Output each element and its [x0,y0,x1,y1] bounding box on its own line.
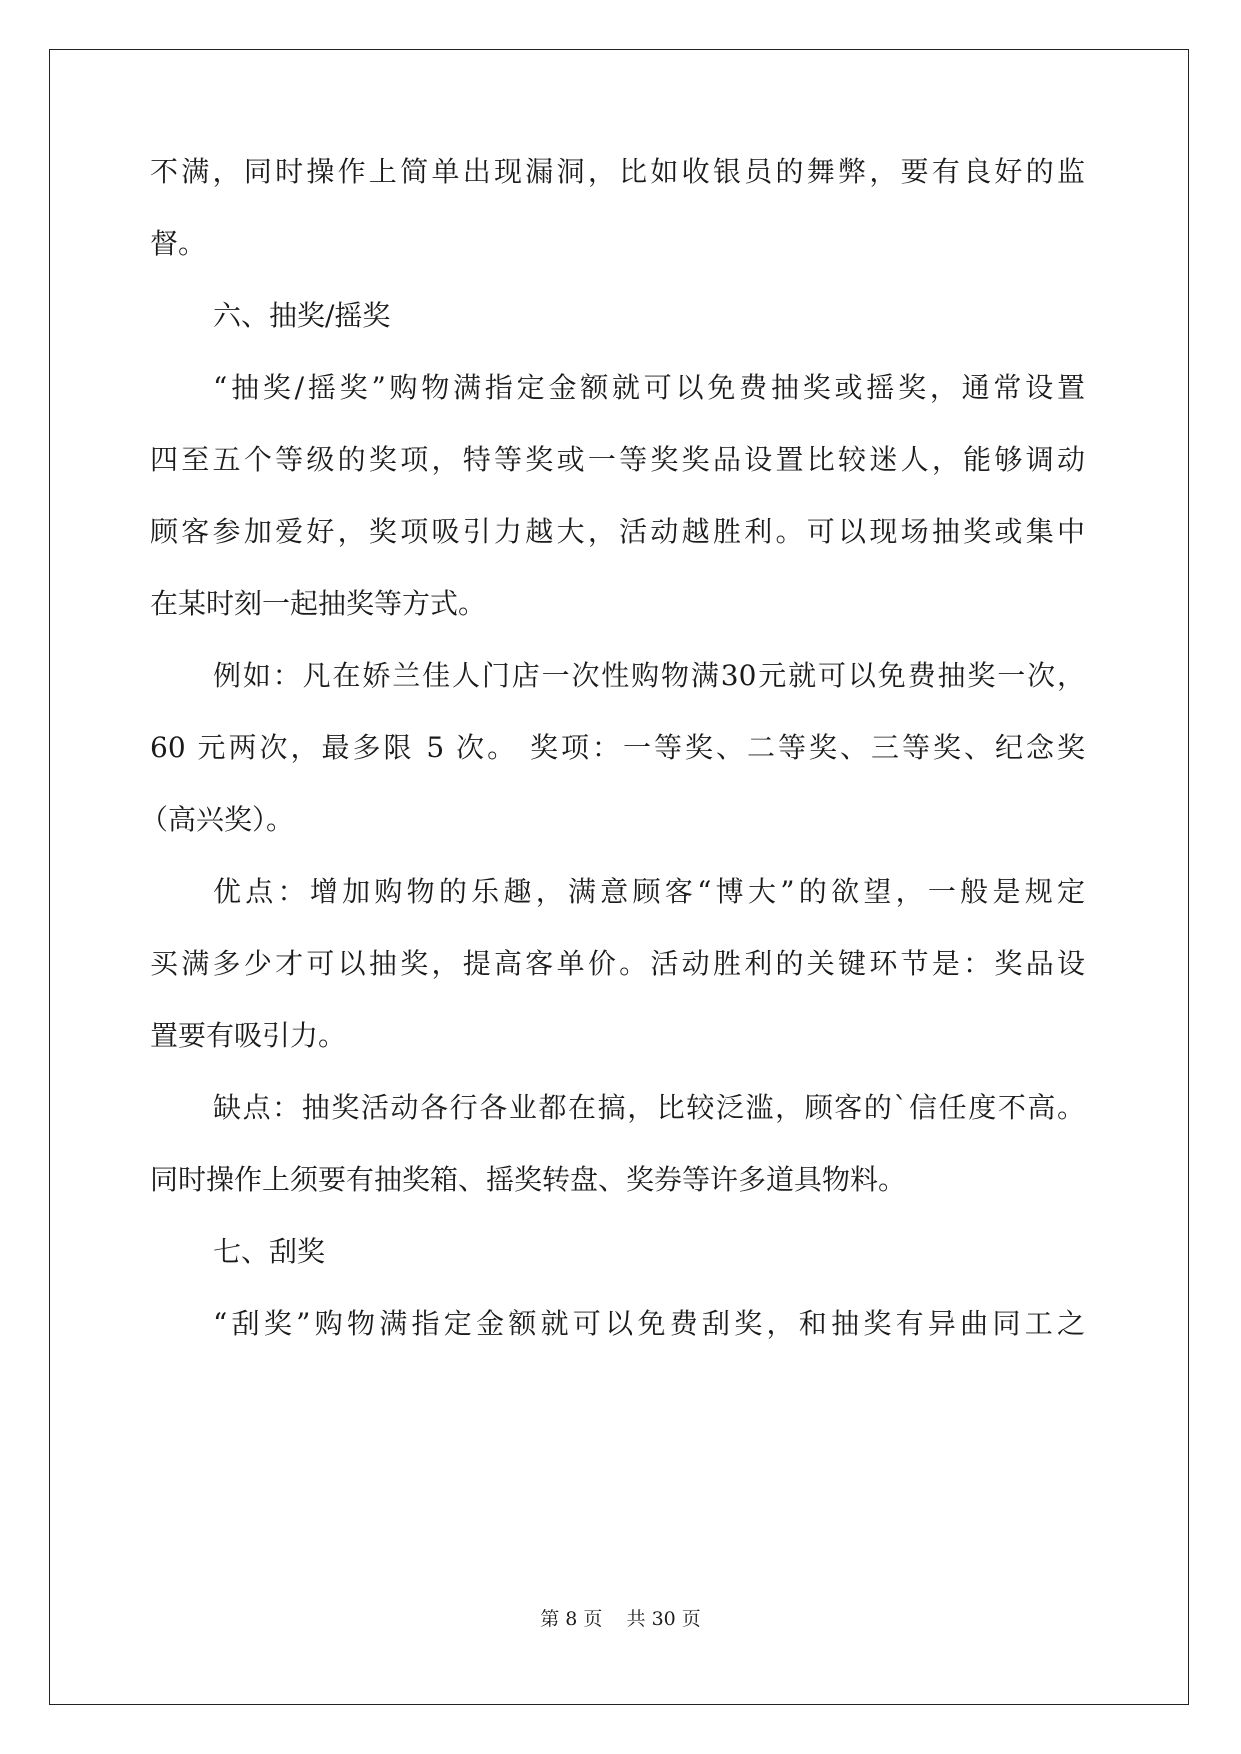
paragraph-line: 买满多少才可以抽奖，提高客单价。活动胜利的关键环节是：奖品设 [150,947,1085,980]
paragraph-line: 不满，同时操作上简单出现漏洞，比如收银员的舞弊，要有良好的监 [150,155,1085,188]
paragraph-line: （高兴奖）。 [140,803,295,836]
paragraph-line: 缺点：抽奖活动各行各业都在搞，比较泛滥，顾客的`信任度不高。 [213,1091,1085,1124]
page-number-footer: 第 8 页 共 30 页 [540,1608,701,1630]
paragraph-line: 督。 [150,227,207,260]
section-heading: 六、抽奖/摇奖 [213,299,391,332]
paragraph-line: 四至五个等级的奖项，特等奖或一等奖奖品设置比较迷人，能够调动 [150,443,1085,476]
section-heading: 七、刮奖 [213,1235,326,1268]
paragraph-line: 顾客参加爱好，奖项吸引力越大，活动越胜利。可以现场抽奖或集中 [150,515,1085,548]
paragraph-line: “抽奖/摇奖”购物满指定金额就可以免费抽奖或摇奖，通常设置 [213,371,1085,404]
paragraph-line: 例如：凡在娇兰佳人门店一次性购物满30元就可以免费抽奖一次， [213,659,1085,692]
paragraph-line: “刮奖”购物满指定金额就可以免费刮奖，和抽奖有异曲同工之 [213,1307,1085,1340]
paragraph-line: 60 元两次，最多限 5 次。 奖项：一等奖、二等奖、三等奖、纪念奖 [150,731,1085,764]
paragraph-line: 置要有吸引力。 [150,1019,347,1052]
paragraph-line: 在某时刻一起抽奖等方式。 [150,587,487,620]
paragraph-line: 优点：增加购物的乐趣，满意顾客“博大”的欲望，一般是规定 [213,875,1085,908]
paragraph-line: 同时操作上须要有抽奖箱、摇奖转盘、奖券等许多道具物料。 [150,1163,907,1196]
